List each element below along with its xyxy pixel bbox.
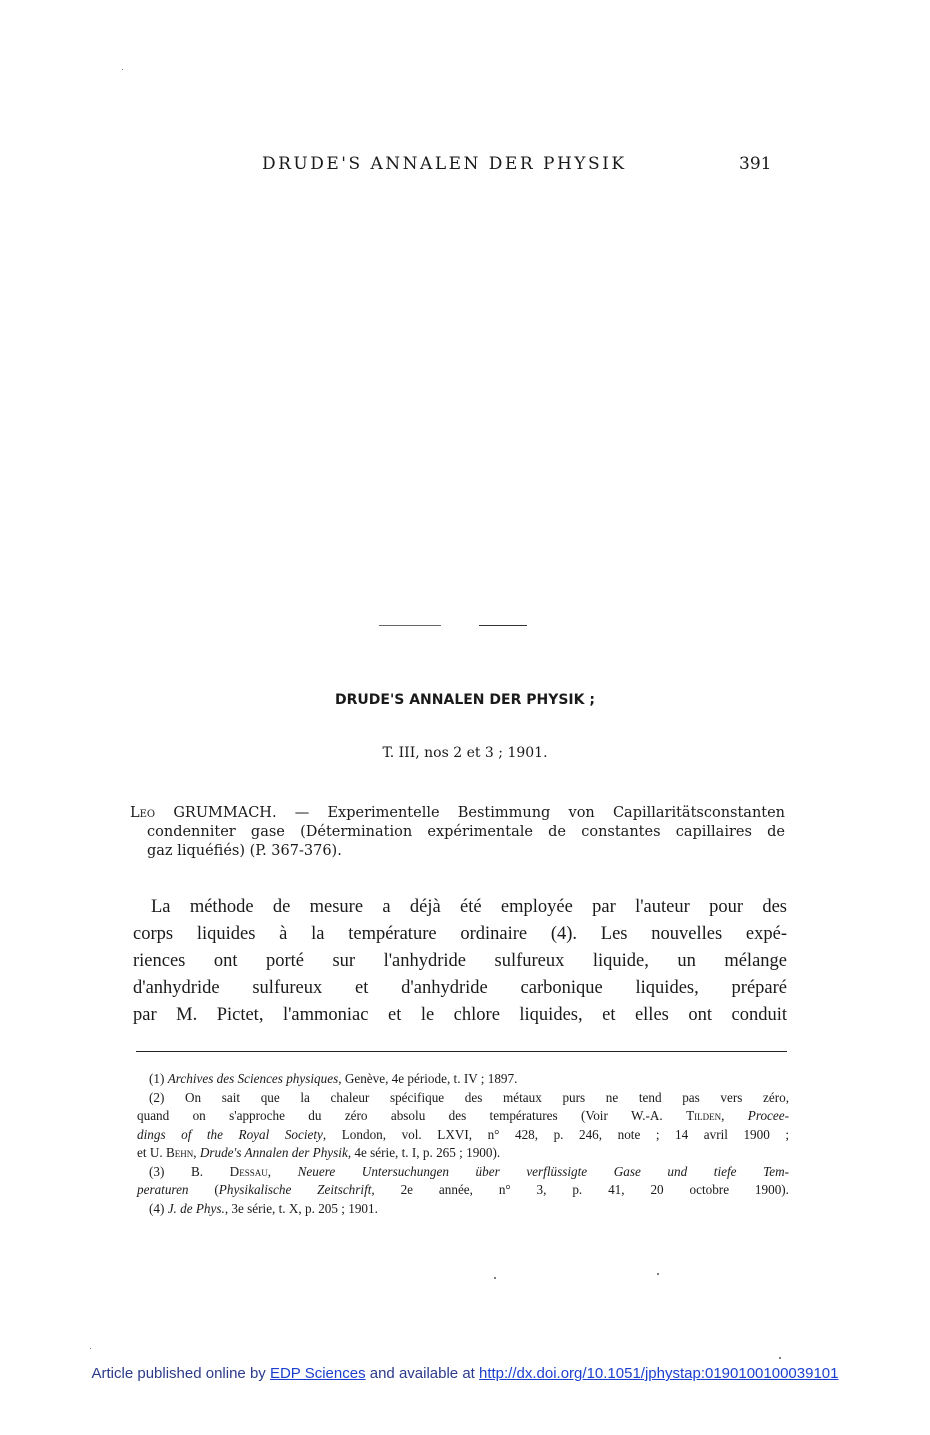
footnote-1-title: Archives des Sciences physiques — [167, 1071, 339, 1086]
footnotes — [137, 1070, 789, 1218]
fn3-mark: (3) B. — [149, 1163, 230, 1179]
fn2-text-c: et U. — [137, 1145, 166, 1160]
section-divider-right — [479, 625, 527, 626]
fn2-text-b: , London, vol. LXVI, n° 428, p. 246, note ; 14 avril 1900 ; — [322, 1126, 790, 1142]
article-heading-line-1 — [130, 804, 785, 823]
section-title: DRUDE'S ANNALEN DER PHYSIK ; — [335, 692, 595, 708]
body-line-1: La méthode de mesure a déjà été employée par l'auteur pour des — [151, 897, 787, 917]
footnote-1-mark: (1) — [149, 1071, 165, 1086]
footnote-1-rest: , Genève, 4e période, t. IV ; 1897. — [338, 1071, 518, 1086]
article-heading-line-3: gaz liquéfiés) (P. 367-376). — [147, 843, 342, 859]
fn2-sep-2: , — [193, 1145, 200, 1160]
publisher-banner — [0, 1365, 930, 1382]
scan-speck — [90, 1348, 91, 1349]
publisher-link[interactable]: EDP Sciences — [269, 1365, 366, 1382]
fn2-text-a: quand on s'approche du zéro absolu des températures (Voir W.-A. — [137, 1108, 687, 1123]
fn3-journal: Physikalische Zeitschrift — [218, 1182, 372, 1197]
fn3-sep: , — [267, 1163, 298, 1179]
footnote-2-line-4 — [137, 1144, 789, 1163]
author-first-name: Leo — [130, 805, 156, 821]
fn4-journal: J. de Phys. — [167, 1200, 225, 1216]
footnote-rule — [136, 1051, 787, 1052]
fn2-author-tilden: Tilden — [686, 1108, 722, 1123]
article-heading-line-2: condenniter gase (Détermination expérimentale de constantes capillaires de — [147, 824, 785, 840]
body-line-4: d'anhydride sulfureux et d'anhydride carbonique liquides, préparé — [133, 978, 787, 998]
fn3-paren: ( — [188, 1182, 219, 1197]
fn4-mark: (4) — [149, 1200, 168, 1216]
fn3-title-a: Neuere Untersuchungen über verflüssigte Gase und tiefe Tem- — [297, 1163, 789, 1179]
footnote-3-line-1 — [137, 1163, 789, 1182]
fn3-rest: , 2e année, n° 3, p. 41, 20 octobre 1900). — [371, 1182, 789, 1197]
banner-prefix: Article published online by — [91, 1365, 270, 1382]
section-subtitle: T. III, nos 2 et 3 ; 1901. — [382, 745, 548, 761]
fn3-author: Dessau — [229, 1163, 268, 1179]
heading-text-1: — Experimentelle Bestimmung von Capillaritätsconstanten — [294, 805, 786, 821]
fn2-journal-b: dings of the Royal Society — [137, 1126, 323, 1142]
fn2-author-behn: Behn — [165, 1145, 194, 1160]
body-line-5: par M. Pictet, l'ammoniac et le chlore liquides, et elles ont conduit — [133, 1005, 787, 1025]
footnote-2-line-2 — [137, 1107, 789, 1126]
footnote-2-line-1: (2) On sait que la chaleur spécifique des métaux purs ne tend pas vers zéro, — [149, 1089, 789, 1105]
section-divider-left — [379, 625, 441, 626]
footnote-4 — [137, 1200, 789, 1219]
article-heading — [130, 804, 785, 861]
banner-middle: and available at — [365, 1365, 479, 1382]
scan-speck — [494, 1277, 496, 1279]
footnote-1 — [137, 1070, 789, 1089]
fn3-title-b: peraturen — [137, 1182, 189, 1197]
body-line-2: corps liquides à la température ordinaire (4). Les nouvelles expé- — [133, 924, 787, 944]
body-paragraph — [133, 894, 787, 1029]
scan-speck — [657, 1273, 659, 1275]
fn4-rest: , 3e série, t. X, p. 205 ; 1901. — [224, 1200, 378, 1216]
doi-link[interactable]: http://dx.doi.org/10.1051/jphystap:0190100100039101 — [479, 1365, 839, 1382]
fn2-sep: , — [721, 1108, 748, 1123]
page-number: 391 — [739, 154, 772, 174]
fn2-journal-a: Procee- — [747, 1108, 790, 1123]
author-last-name: GRUMMACH. — [173, 805, 277, 821]
body-line-3: riences ont porté sur l'anhydride sulfureux liquide, un mélange — [133, 951, 787, 971]
footnote-2-line-3 — [137, 1126, 789, 1145]
scan-speck — [122, 69, 123, 70]
running-title: DRUDE'S ANNALEN DER PHYSIK — [262, 154, 627, 174]
footnote-3-line-2 — [137, 1181, 789, 1200]
fn2-journal-c: Drude's Annalen der Physik — [199, 1145, 348, 1160]
fn2-text-d: , 4e série, t. I, p. 265 ; 1900). — [347, 1145, 501, 1160]
scan-speck — [779, 1357, 781, 1359]
